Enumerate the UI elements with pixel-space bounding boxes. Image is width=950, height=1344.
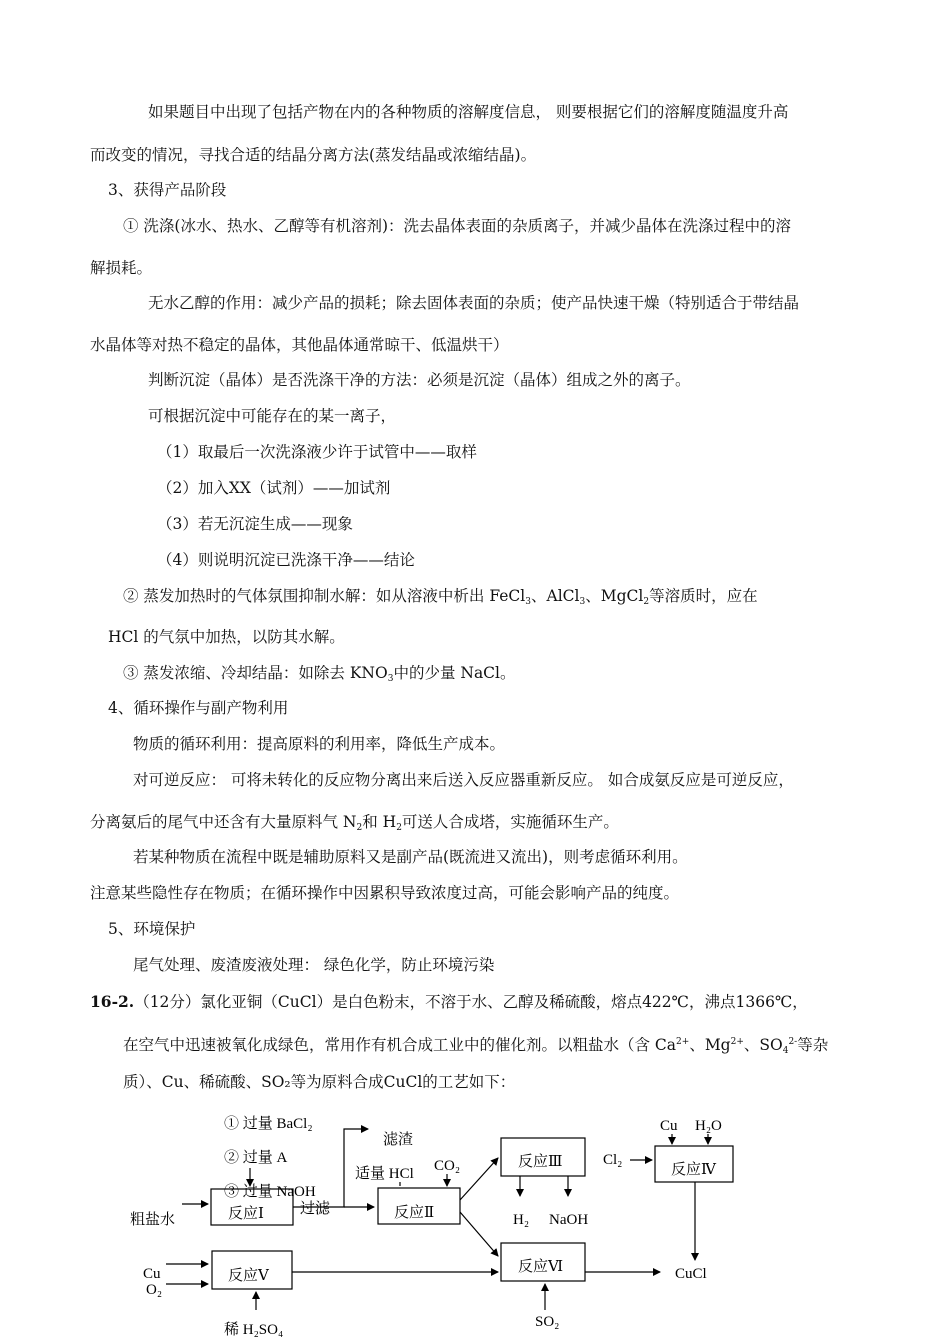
question-number: 16-2. <box>90 992 135 1011</box>
label-reaction-2: 反应Ⅱ <box>394 1205 435 1221</box>
label-reaction-3: 反应Ⅲ <box>518 1154 563 1170</box>
paragraph: ③ 蒸发浓缩、冷却结晶：如除去 $KNO_3$中的少量 NaCl。 <box>123 664 516 684</box>
label-co2: CO₂ <box>434 1158 461 1174</box>
label-cucl: CuCl <box>675 1266 707 1282</box>
list-item: （3）若无沉淀生成——现象 <box>157 515 353 533</box>
label-dilute-h2so4: 稀 H₂SO₄ <box>224 1322 284 1338</box>
label-cu-left: Cu <box>143 1266 161 1282</box>
label-cu-top: Cu <box>660 1118 678 1134</box>
paragraph: 尾气处理、废渣废液处理： 绿色化学，防止环境污染 <box>133 956 495 974</box>
section-heading: 4、循环操作与副产物利用 <box>108 699 289 717</box>
question-line: 16-2.（12分）氯化亚铜（CuCl）是白色粉末，不溶于水、乙醇及稀硫酸，熔点422℃，沸点1366℃， <box>90 992 808 1011</box>
paragraph: 分离氨后的尾气中还含有大量原料气 $N_2$和 $H_2$可送人合成塔，实施循环生产。 <box>90 813 619 833</box>
label-naoh-excess: ③ 过量 NaOH <box>224 1184 316 1200</box>
label-cl2: Cl₂ <box>603 1152 623 1168</box>
list-item: （4）则说明沉淀已洗涤干净——结论 <box>157 551 415 569</box>
list-item: （1）取最后一次洗涤液少许于试管中——取样 <box>157 443 477 461</box>
label-filter: 过滤 <box>300 1201 331 1217</box>
label-crude-brine: 粗盐水 <box>130 1212 176 1228</box>
label-o2: O₂ <box>146 1282 163 1298</box>
paragraph: 对可逆反应： 可将未转化的反应物分离出来后送入反应器重新反应。 如合成氨反应是可逆反应， <box>133 771 794 789</box>
paragraph: 若某种物质在流程中既是辅助原料又是副产品(既流进又流出)，则考虑循环利用。 <box>133 848 688 866</box>
paragraph: ① 洗涤(冰水、热水、乙醇等有机溶剂)：洗去晶体表面的杂质离子，并减少晶体在洗涤过程中的溶 <box>123 217 792 235</box>
label-so2: SO₂ <box>535 1314 560 1330</box>
paragraph: 如果题目中出现了包括产物在内的各种物质的溶解度信息， 则要根据它们的溶解度随温度升高 <box>148 103 789 121</box>
list-item: （2）加入XX（试剂）——加试剂 <box>157 479 391 497</box>
label-hcl: 适量 HCl <box>355 1166 414 1182</box>
label-residue: 滤渣 <box>383 1132 414 1148</box>
section-heading: 5、环境保护 <box>108 920 196 938</box>
label-reagent-a: ② 过量 A <box>224 1150 288 1166</box>
paragraph: 物质的循环利用：提高原料的利用率，降低生产成本。 <box>133 735 506 753</box>
section-heading: 3、获得产品阶段 <box>108 181 227 199</box>
question-line: 质）、Cu、稀硫酸、SO₂等为原料合成CuCl的工艺如下： <box>123 1073 516 1091</box>
process-flow-diagram <box>0 1100 950 1344</box>
paragraph: 注意某些隐性存在物质；在循环操作中因累积导致浓度过高，可能会影响产品的纯度。 <box>90 884 680 902</box>
paragraph: 水晶体等对热不稳定的晶体，其他晶体通常晾干、低温烘干） <box>90 336 509 354</box>
question-line: 在空气中迅速被氧化成绿色，常用作有机合成工业中的催化剂。以粗盐水（含 $Ca^{2+}$、$Mg^{2+}$、$SO_4^{2-}$等杂 <box>123 1036 829 1056</box>
paragraph: 解损耗。 <box>90 259 153 277</box>
label-reaction-1: 反应Ⅰ <box>228 1206 264 1222</box>
paragraph: ② 蒸发加热时的气体氛围抑制水解：如从溶液中析出 FeCl$_3$、AlCl$_3$、MgCl$_2$等溶质时，应在 <box>123 587 758 607</box>
paragraph: 可根据沉淀中可能存在的某一离子， <box>148 407 397 425</box>
label-reaction-4: 反应Ⅳ <box>671 1162 716 1178</box>
label-bacl2: ① 过量 BaCl₂ <box>224 1116 313 1132</box>
paragraph: 判断沉淀（晶体）是否洗涤干净的方法：必须是沉淀（晶体）组成之外的离子。 <box>148 371 691 389</box>
label-reaction-5: 反应Ⅴ <box>228 1268 269 1284</box>
paragraph: 而改变的情况，寻找合适的结晶分离方法(蒸发结晶或浓缩结晶)。 <box>90 146 537 164</box>
label-h2o: H₂O <box>695 1118 722 1134</box>
label-h2: H₂ <box>513 1212 530 1228</box>
paragraph: HCl 的气氛中加热，以防其水解。 <box>108 628 345 646</box>
label-reaction-6: 反应Ⅵ <box>518 1259 564 1275</box>
paragraph: 无水乙醇的作用：减少产品的损耗；除去固体表面的杂质；使产品快速干燥（特别适合于带结晶 <box>148 294 800 312</box>
label-naoh-product: NaOH <box>549 1212 589 1228</box>
